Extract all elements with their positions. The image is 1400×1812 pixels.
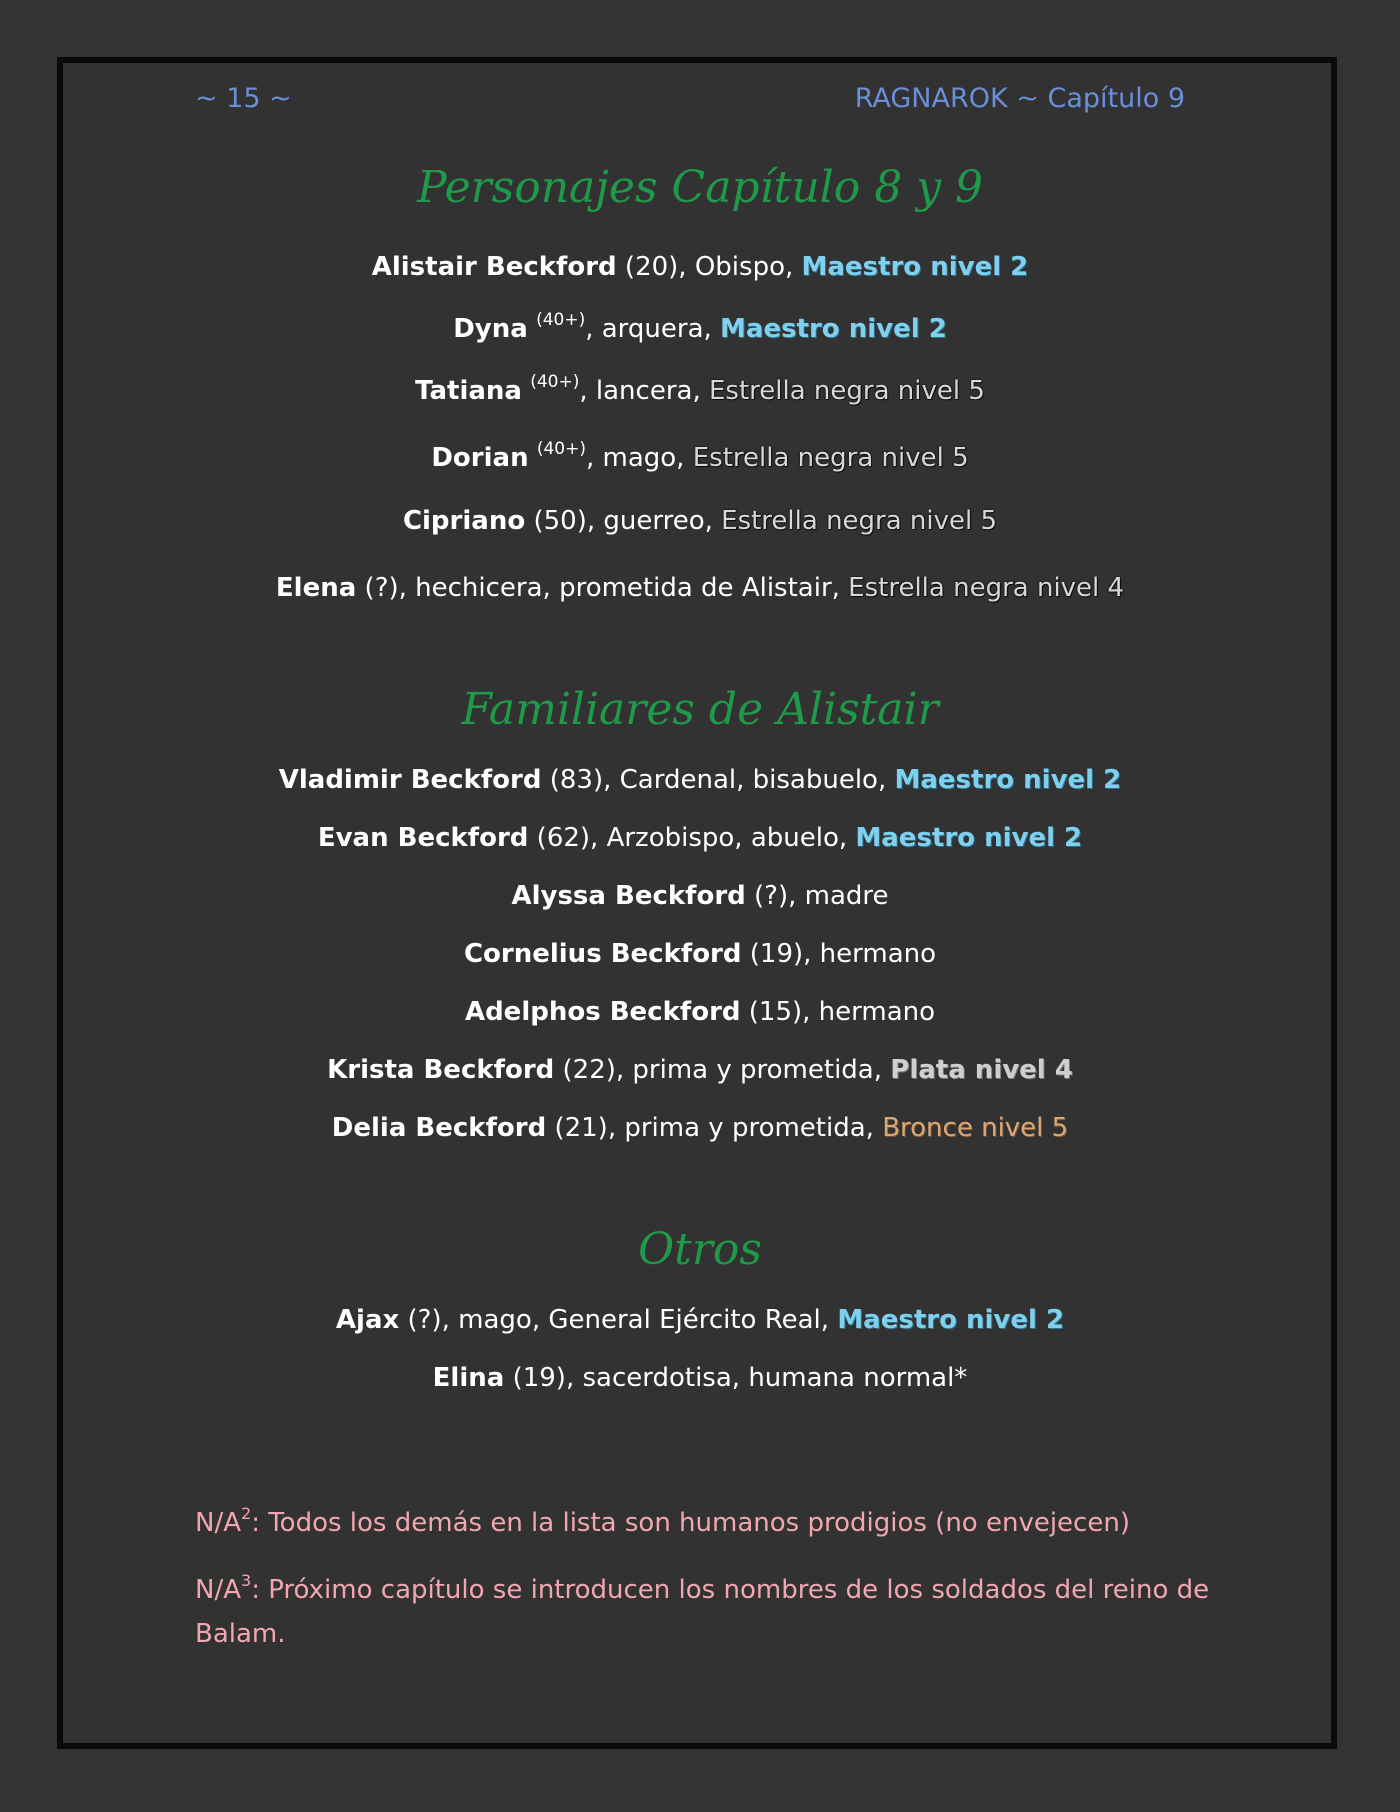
character-line: Alyssa Beckford (?), madre	[511, 881, 889, 911]
character-line: Vladimir Beckford (83), Cardenal, bisabuelo, Maestro nivel 2	[278, 765, 1122, 795]
rank-badge: Estrella negra nivel 5	[708, 376, 985, 406]
rank-badge: Maestro nivel 2	[837, 1305, 1065, 1335]
rank-badge: Estrella negra nivel 5	[721, 506, 998, 536]
author-note: $N/A^3$: Próximo capítulo se introducen los nombres de los soldados del reino de Balam.	[195, 1571, 1210, 1649]
author-note: $N/A^2$: Todos los demás en la lista son humanos prodigios (no envejecen)	[195, 1504, 1130, 1538]
character-line: Alistair Beckford (20), Obispo, Maestro nivel 2	[371, 252, 1029, 282]
character-line: Elina (19), sacerdotisa, humana normal*	[432, 1363, 968, 1393]
rank-badge: Maestro nivel 2	[720, 314, 947, 344]
rank-badge: Plata nivel 4	[890, 1055, 1073, 1085]
character-line: Elena (?), hechicera, prometida de Alistair, Estrella negra nivel 4	[275, 573, 1125, 603]
rank-badge: Maestro nivel 2	[894, 765, 1122, 795]
character-line: Krista Beckford (22), prima y prometida, Plata nivel 4	[327, 1055, 1073, 1085]
character-line: Adelphos Beckford (15), hermano	[464, 997, 936, 1027]
rank-badge: Bronce nivel 5	[882, 1113, 1069, 1143]
character-line: Dyna $^{(40+)}$, arquera, Maestro nivel 2	[453, 310, 947, 344]
character-line: Dorian $^{(40+)}$, mago, Estrella negra nivel 5	[431, 439, 969, 473]
section-title-otros: Otros	[638, 1224, 762, 1275]
page-header	[195, 83, 1185, 123]
character-line: Delia Beckford (21), prima y prometida, Bronce nivel 5	[331, 1113, 1069, 1143]
chapter-title: RAGNAROK ~ Capítulo 9	[854, 83, 1185, 114]
character-line: Tatiana $^{(40+)}$, lancera, Estrella negra nivel 5	[415, 372, 985, 406]
section-title-familiares: Familiares de Alistair	[461, 684, 939, 735]
rank-badge: Estrella negra nivel 4	[848, 573, 1125, 603]
section-title-personajes: Personajes Capítulo 8 y 9	[416, 162, 984, 213]
rank-badge: Maestro nivel 2	[855, 823, 1083, 853]
rank-badge: Maestro nivel 2	[801, 252, 1029, 282]
character-line: Cornelius Beckford (19), hermano	[463, 939, 937, 969]
character-line: Cipriano (50), guerreo, Estrella negra nivel 5	[402, 506, 998, 536]
page-number: ~ 15 ~	[195, 83, 292, 114]
rank-badge: Estrella negra nivel 5	[692, 443, 969, 473]
character-line: Evan Beckford (62), Arzobispo, abuelo, Maestro nivel 2	[317, 823, 1083, 853]
character-line: Ajax (?), mago, General Ejército Real, Maestro nivel 2	[335, 1305, 1065, 1335]
